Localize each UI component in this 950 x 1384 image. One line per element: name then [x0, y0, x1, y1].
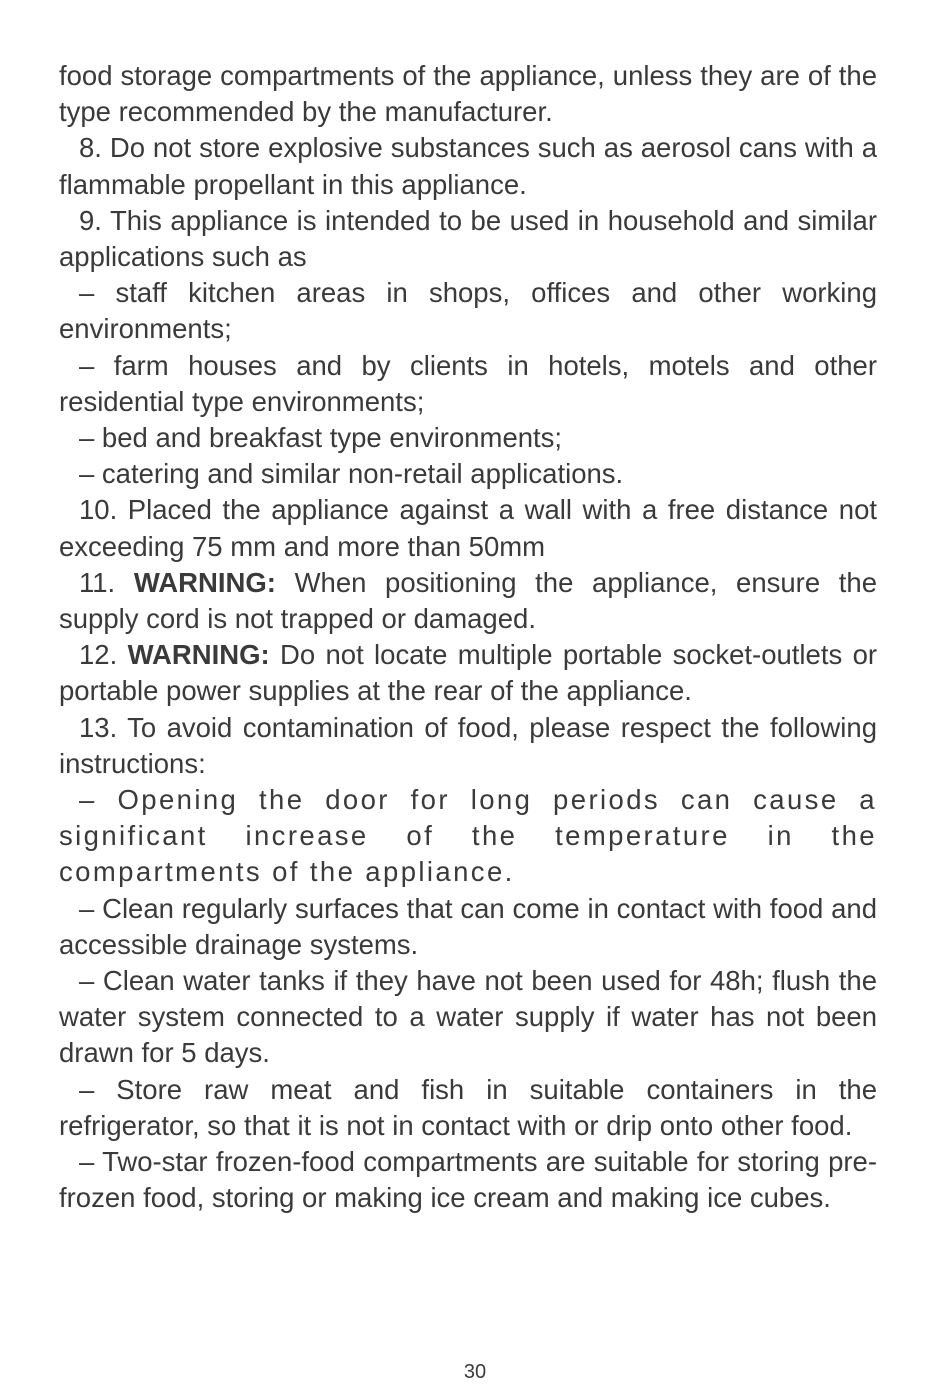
item-13-bullet-two-star: – Two-star frozen-food compartments are suitable for storing pre-frozen food, storing or making ice cream and making ice cubes. — [59, 1146, 877, 1214]
item-13-bullet-door-opening: – Opening the door for long periods can cause a significant increase of the temperature in the compartments of the appliance. — [59, 784, 877, 888]
item-11-number: 11. — [79, 566, 116, 598]
item-11 — [59, 565, 877, 637]
manual-page — [59, 58, 877, 1217]
item-13-bullet-water-tanks: – Clean water tanks if they have not been used for 48h; flush the water system connected to a water supply if water has not been drawn for 5 days. — [59, 965, 877, 1069]
item-12-number: 12. — [79, 639, 118, 671]
item-9-bullet-bed-breakfast: – bed and breakfast type environments; — [79, 422, 563, 454]
paragraph-continued: food storage compartments of the appliance, unless they are of the type recommended by the manufacturer. — [59, 60, 877, 128]
item-11-text: When positioning the appliance, ensure the supply cord is not trapped or damaged. — [59, 566, 877, 635]
item-10: 10. Placed the appliance against a wall with a free distance not exceeding 75 mm and more than 50mm — [59, 494, 877, 562]
page-number: 30 — [463, 1361, 487, 1383]
item-12 — [59, 637, 877, 709]
item-9: 9. This appliance is intended to be used in household and similar applications such as — [59, 204, 877, 273]
item-12-warning: WARNING: — [127, 639, 270, 671]
item-13: 13. To avoid contamination of food, please respect the following instructions: — [59, 711, 877, 779]
item-11-warning: WARNING: — [133, 566, 276, 598]
item-13-bullet-clean-surfaces: – Clean regularly surfaces that can come in contact with food and accessible drainage systems. — [59, 892, 877, 960]
item-9-bullet-staff-kitchen: – staff kitchen areas in shops, offices and other working environments; — [59, 277, 877, 345]
item-9-bullet-farm-houses: – farm houses and by clients in hotels, motels and other residential type environments; — [59, 349, 877, 417]
item-12-text: Do not locate multiple portable socket-outlets or portable power supplies at the rear of the appliance. — [59, 639, 878, 707]
item-9-bullet-catering: – catering and similar non-retail applications. — [79, 458, 624, 490]
item-13-bullet-raw-meat: – Store raw meat and fish in suitable containers in the refrigerator, so that it is not in contact with or drip onto other food. — [59, 1073, 877, 1141]
item-8: 8. Do not store explosive substances such as aerosol cans with a flammable propellant in this appliance. — [59, 132, 877, 200]
